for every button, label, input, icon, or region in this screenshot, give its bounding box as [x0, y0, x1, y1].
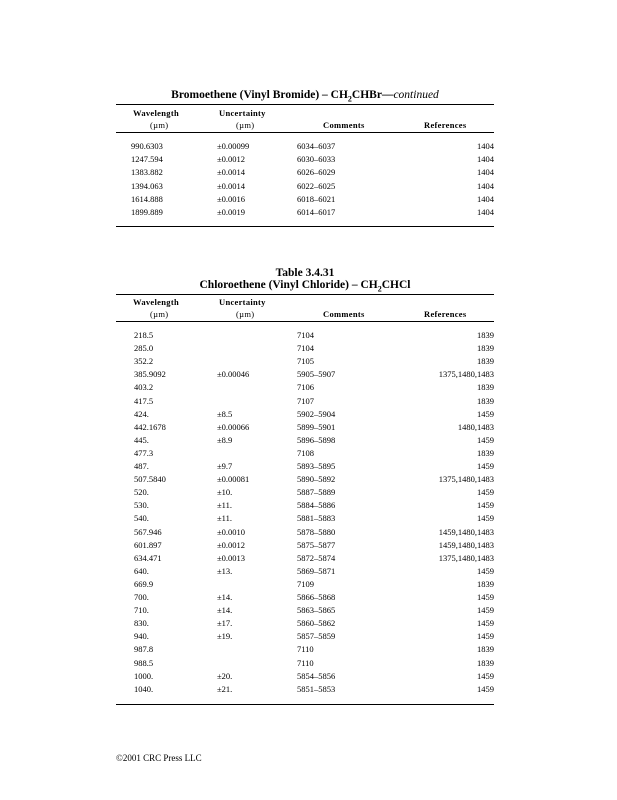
table-row: [0, 461, 617, 474]
uncertainty-cell: ±0.0010: [217, 526, 246, 537]
comments-cell: 7106: [297, 382, 314, 393]
uncertainty-cell: ±0.00081: [217, 474, 250, 485]
table-row: [0, 448, 617, 461]
references-cell: 1839: [477, 382, 494, 393]
table1-title-continued: continued: [393, 89, 439, 101]
table2-bottom-rule: [116, 704, 494, 705]
wavelength-cell: 1247.594: [131, 154, 163, 165]
table1-bottom-rule: [116, 226, 494, 227]
table1-header-rule: [116, 132, 494, 133]
comments-cell: 6030–6033: [297, 154, 336, 165]
table-row: [0, 382, 617, 395]
wavelength-cell: 1040.: [134, 683, 154, 694]
wavelength-cell: 1383.882: [131, 167, 163, 178]
comments-cell: 5878–5880: [297, 526, 336, 537]
wavelength-cell: 1394.063: [131, 180, 163, 191]
table-row: [0, 167, 617, 180]
uncertainty-cell: ±21.: [217, 683, 233, 694]
references-cell: 1459: [477, 408, 494, 419]
references-cell: 1375,1480,1483: [438, 474, 494, 485]
comments-cell: 7105: [297, 356, 314, 367]
wavelength-cell: 385.9092: [134, 369, 166, 380]
references-cell: 1459: [477, 592, 494, 602]
uncertainty-cell: ±8.5: [217, 408, 233, 419]
references-cell: 1459: [477, 513, 494, 524]
table-row: [0, 566, 617, 579]
references-cell: 1839: [477, 343, 494, 354]
references-cell: 1404: [477, 167, 494, 178]
comments-cell: 5857–5859: [297, 631, 336, 642]
table1-header-references: References: [424, 120, 467, 130]
table-row: [0, 330, 617, 343]
table-row: [0, 141, 617, 154]
uncertainty-cell: ±0.0012: [217, 539, 246, 550]
comments-cell: 6026–6029: [297, 167, 336, 178]
comments-cell: 6022–6025: [297, 180, 336, 191]
table-row: [0, 618, 617, 631]
references-cell: 1459: [477, 565, 494, 576]
uncertainty-cell: ±0.0014: [217, 167, 246, 178]
table-row: [0, 369, 617, 382]
references-cell: 1459: [477, 683, 494, 694]
wavelength-cell: 403.2: [134, 382, 154, 393]
table1-header-uncertainty: Uncertainty: [219, 108, 266, 118]
comments-cell: 5905–5907: [297, 369, 336, 380]
table-row: [0, 671, 617, 684]
wavelength-cell: 940.: [134, 631, 149, 642]
uncertainty-cell: ±20.: [217, 670, 233, 681]
table-row: [0, 644, 617, 657]
table2-header-wavelength-unit: (µm): [150, 309, 169, 319]
comments-cell: 5890–5892: [297, 474, 336, 485]
wavelength-cell: 1000.: [134, 670, 154, 681]
wavelength-cell: 487.: [134, 461, 149, 471]
wavelength-cell: 285.0: [134, 343, 154, 354]
comments-cell: 7110: [297, 644, 314, 655]
comments-cell: 5863–5865: [297, 605, 336, 616]
uncertainty-cell: ±14.: [217, 592, 233, 602]
uncertainty-cell: ±9.7: [217, 461, 233, 471]
references-cell: 1459: [477, 434, 494, 445]
uncertainty-cell: ±0.0016: [217, 193, 246, 204]
table1-title: [116, 89, 494, 103]
comments-cell: 7109: [297, 578, 314, 589]
wavelength-cell: 417.5: [134, 395, 154, 406]
table-row: [0, 684, 617, 697]
uncertainty-cell: ±8.9: [217, 434, 233, 445]
references-cell: 1404: [477, 207, 494, 217]
comments-cell: 5851–5853: [297, 683, 336, 694]
table-row: [0, 194, 617, 207]
wavelength-cell: 669.9: [134, 578, 154, 589]
wavelength-cell: 830.: [134, 618, 149, 629]
table-row: [0, 356, 617, 369]
references-cell: 1839: [477, 657, 494, 668]
references-cell: 1839: [477, 644, 494, 655]
table-row: [0, 435, 617, 448]
uncertainty-cell: ±0.0013: [217, 552, 246, 563]
wavelength-cell: 445.: [134, 434, 149, 445]
table1-title-mid: CHBr—: [351, 89, 394, 101]
table2-header-rule: [116, 321, 494, 322]
comments-cell: 5869–5871: [297, 565, 336, 576]
references-cell: 1839: [477, 395, 494, 406]
table-row: [0, 487, 617, 500]
uncertainty-cell: ±0.00099: [217, 141, 250, 151]
references-cell: 1459: [477, 605, 494, 616]
uncertainty-cell: ±11.: [217, 513, 232, 524]
comments-cell: 5899–5901: [297, 421, 336, 432]
wavelength-cell: 218.5: [134, 330, 154, 340]
references-cell: 1375,1480,1483: [438, 552, 494, 563]
table-row: [0, 207, 617, 220]
table-row: [0, 579, 617, 592]
table-row: [0, 527, 617, 540]
uncertainty-cell: ±19.: [217, 631, 233, 642]
wavelength-cell: 477.3: [134, 447, 154, 458]
comments-cell: 5881–5883: [297, 513, 336, 524]
wavelength-cell: 520.: [134, 487, 149, 498]
table1-title-subscript: 2: [347, 94, 352, 104]
wavelength-cell: 352.2: [134, 356, 154, 367]
wavelength-cell: 424.: [134, 408, 149, 419]
comments-cell: 5872–5874: [297, 552, 336, 563]
table1-header-uncertainty-unit: (µm): [236, 120, 255, 130]
comments-cell: 7110: [297, 657, 314, 668]
uncertainty-cell: ±0.0019: [217, 207, 246, 217]
wavelength-cell: 530.: [134, 500, 149, 511]
uncertainty-cell: ±0.00046: [217, 369, 250, 380]
comments-cell: 5896–5898: [297, 434, 336, 445]
comments-cell: 5866–5868: [297, 592, 336, 602]
comments-cell: 6014–6017: [297, 207, 336, 217]
table-row: [0, 658, 617, 671]
wavelength-cell: 540.: [134, 513, 149, 524]
table2-number: Table 3.4.31: [275, 267, 335, 279]
wavelength-cell: 987.8: [134, 644, 154, 655]
comments-cell: 5902–5904: [297, 408, 336, 419]
table2-title-main: Chloroethene (Vinyl Chloride) – CH: [199, 279, 378, 291]
copyright-footer: ©2001 CRC Press LLC: [116, 753, 202, 763]
wavelength-cell: 1899.889: [131, 207, 163, 217]
references-cell: 1375,1480,1483: [438, 369, 494, 380]
comments-cell: 5893–5895: [297, 461, 336, 471]
table-row: [0, 474, 617, 487]
comments-cell: 7107: [297, 395, 314, 406]
uncertainty-cell: ±11.: [217, 500, 232, 511]
table2-header-uncertainty: Uncertainty: [219, 297, 266, 307]
table-row: [0, 396, 617, 409]
table2-top-rule: [116, 294, 494, 295]
references-cell: 1480,1483: [457, 421, 494, 432]
comments-cell: 5875–5877: [297, 539, 336, 550]
references-cell: 1404: [477, 141, 494, 151]
uncertainty-cell: ±17.: [217, 618, 233, 629]
table2-header-wavelength: Wavelength: [133, 297, 179, 307]
table1-title-main: Bromoethene (Vinyl Bromide) – CH: [171, 89, 348, 101]
references-cell: 1459,1480,1483: [438, 539, 494, 550]
references-cell: 1404: [477, 180, 494, 191]
table-row: [0, 422, 617, 435]
table-row: [0, 154, 617, 167]
wavelength-cell: 988.5: [134, 657, 154, 668]
uncertainty-cell: ±0.00066: [217, 421, 250, 432]
table1-header-wavelength: Wavelength: [133, 108, 179, 118]
table2-header-references: References: [424, 309, 467, 319]
table-row: [0, 592, 617, 605]
wavelength-cell: 507.5840: [134, 474, 166, 485]
table1-header-wavelength-unit: (µm): [150, 120, 169, 130]
table-row: [0, 409, 617, 422]
wavelength-cell: 442.1678: [134, 421, 166, 432]
table2-header-comments: Comments: [323, 309, 365, 319]
references-cell: 1839: [477, 447, 494, 458]
table-row: [0, 500, 617, 513]
table2-title-subscript: 2: [377, 284, 382, 294]
references-cell: 1459: [477, 487, 494, 498]
table-row: [0, 181, 617, 194]
wavelength-cell: 567.946: [134, 526, 162, 537]
references-cell: 1839: [477, 578, 494, 589]
references-cell: 1404: [477, 154, 494, 165]
references-cell: 1459: [477, 500, 494, 511]
comments-cell: 7108: [297, 447, 314, 458]
table-row: [0, 631, 617, 644]
uncertainty-cell: ±10.: [217, 487, 233, 498]
references-cell: 1459: [477, 461, 494, 471]
wavelength-cell: 601.897: [134, 539, 162, 550]
table-row: [0, 540, 617, 553]
table2-title-end: CHCl: [381, 279, 411, 291]
wavelength-cell: 1614.888: [131, 193, 163, 204]
references-cell: 1459: [477, 631, 494, 642]
references-cell: 1839: [477, 330, 494, 340]
comments-cell: 5887–5889: [297, 487, 336, 498]
table2-header-uncertainty-unit: (µm): [236, 309, 255, 319]
table-row: [0, 513, 617, 526]
wavelength-cell: 710.: [134, 605, 149, 616]
wavelength-cell: 640.: [134, 565, 149, 576]
comments-cell: 7104: [297, 330, 314, 340]
table2-title: [116, 279, 494, 293]
table-row: [0, 343, 617, 356]
comments-cell: 5884–5886: [297, 500, 336, 511]
uncertainty-cell: ±0.0012: [217, 154, 246, 165]
comments-cell: 5860–5862: [297, 618, 336, 629]
uncertainty-cell: ±13.: [217, 565, 233, 576]
wavelength-cell: 700.: [134, 592, 149, 602]
table1-header-comments: Comments: [323, 120, 365, 130]
table-row: [0, 605, 617, 618]
table1-top-rule: [116, 104, 494, 105]
comments-cell: 6018–6021: [297, 193, 336, 204]
uncertainty-cell: ±0.0014: [217, 180, 246, 191]
references-cell: 1839: [477, 356, 494, 367]
references-cell: 1459,1480,1483: [438, 526, 494, 537]
comments-cell: 7104: [297, 343, 314, 354]
references-cell: 1459: [477, 618, 494, 629]
references-cell: 1404: [477, 193, 494, 204]
uncertainty-cell: ±14.: [217, 605, 233, 616]
comments-cell: 6034–6037: [297, 141, 336, 151]
references-cell: 1459: [477, 670, 494, 681]
wavelength-cell: 634.471: [134, 552, 162, 563]
comments-cell: 5854–5856: [297, 670, 336, 681]
table-row: [0, 553, 617, 566]
wavelength-cell: 990.6303: [131, 141, 163, 151]
